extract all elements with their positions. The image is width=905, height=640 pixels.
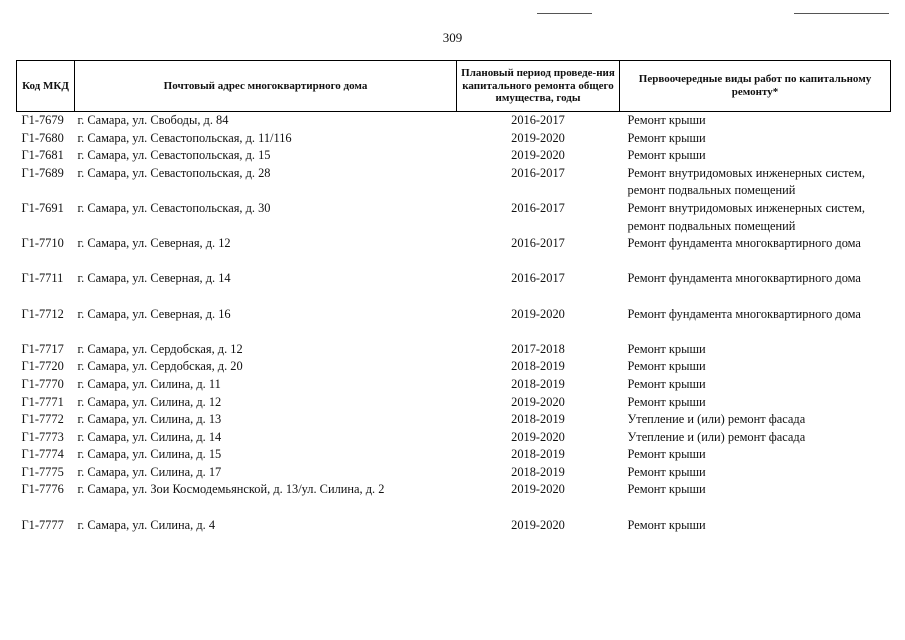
column-header-code: Код МКД [17,61,75,112]
cell-period: 2016-2017 [511,165,565,180]
cell-code: Г1-7720 [21,359,64,374]
cell-code: Г1-7710 [21,236,64,251]
cell-code: Г1-7770 [21,376,64,391]
cell-code: Г1-7711 [21,271,64,286]
cell-address: г. Самара, ул. Свободы, д. 84 [77,113,229,127]
cell-period: 2018-2019 [511,359,565,374]
cell-address: г. Самара, ул. Северная, д. 12 [77,236,231,251]
cell-period: 2018-2019 [511,464,565,479]
table-row [17,358,891,376]
cell-code: Г1-7717 [21,341,64,356]
cell-works: Ремонт крыши [627,148,706,163]
table-row [17,270,891,305]
cell-works: Ремонт крыши [627,341,706,356]
table-row [17,112,891,130]
cell-code: Г1-7679 [21,113,64,127]
table-row [17,481,891,516]
cell-address: г. Самара, ул. Севастопольская, д. 15 [77,148,271,163]
cell-period: 2019-2020 [511,130,565,145]
cell-code: Г1-7691 [21,200,64,215]
cell-code: Г1-7712 [21,306,64,321]
table-body [17,112,891,535]
cell-period: 2018-2019 [511,376,565,391]
cell-address: г. Самара, ул. Севастопольская, д. 30 [77,200,271,215]
cell-works: Ремонт крыши [627,464,706,479]
cell-period: 2019-2020 [511,482,565,497]
cell-works: Ремонт крыши [627,394,706,409]
table-row [17,200,891,235]
cell-period: 2016-2017 [511,271,565,286]
cell-works: Ремонт внутридомовых инженерных систем, ремонт подвальных помещений [627,200,865,233]
cell-address: г. Самара, ул. Силина, д. 12 [77,394,222,409]
table-row [17,517,891,535]
capital-repair-table [16,60,891,534]
cell-address: г. Самара, ул. Севастопольская, д. 28 [77,165,271,180]
cell-works: Ремонт внутридомовых инженерных систем, ремонт подвальных помещений [627,165,865,198]
column-header-works: Первоочередные виды работ по капитальному ремонту* [620,61,891,112]
cell-works: Ремонт фундамента многоквартирного дома [627,271,861,286]
scan-artifact-line [794,13,889,14]
cell-address: г. Самара, ул. Северная, д. 16 [77,306,231,321]
cell-code: Г1-7771 [21,394,64,409]
cell-address: г. Самара, ул. Сердобская, д. 20 [77,359,243,374]
cell-period: 2017-2018 [511,341,565,356]
cell-period: 2019-2020 [511,148,565,163]
column-header-period: Плановый период проведе-ния капитального ремонта общего имущества, годы [457,61,620,112]
cell-code: Г1-7776 [21,482,64,497]
cell-address: г. Самара, ул. Силина, д. 13 [77,412,222,427]
cell-address: г. Самара, ул. Силина, д. 14 [77,429,222,444]
cell-works: Ремонт фундамента многоквартирного дома [627,306,861,321]
cell-period: 2016-2017 [511,236,565,251]
cell-period: 2016-2017 [511,113,565,127]
table-row [17,376,891,394]
cell-works: Ремонт крыши [627,130,706,145]
cell-period: 2019-2020 [511,429,565,444]
scan-artifact-line [537,13,592,14]
table-row [17,394,891,412]
table-row [17,235,891,270]
table-row [17,411,891,429]
cell-address: г. Самара, ул. Силина, д. 15 [77,447,222,462]
table-row [17,446,891,464]
cell-works: Ремонт крыши [627,113,706,127]
cell-works: Ремонт крыши [627,376,706,391]
cell-address: г. Самара, ул. Северная, д. 14 [77,271,231,286]
cell-period: 2019-2020 [511,306,565,321]
table-header-row [17,61,891,112]
cell-period: 2016-2017 [511,200,565,215]
table-row [17,165,891,200]
cell-address: г. Самара, ул. Севастопольская, д. 11/116 [77,130,292,145]
cell-works: Утепление и (или) ремонт фасада [627,429,806,444]
column-header-address: Почтовый адрес многоквартирного дома [75,61,457,112]
cell-works: Ремонт крыши [627,447,706,462]
cell-period: 2019-2020 [511,394,565,409]
cell-works: Ремонт крыши [627,517,706,532]
cell-period: 2018-2019 [511,412,565,427]
cell-address: г. Самара, ул. Силина, д. 11 [77,376,221,391]
table-row [17,341,891,359]
table-row [17,464,891,482]
cell-address: г. Самара, ул. Силина, д. 4 [77,517,216,532]
cell-code: Г1-7681 [21,148,64,163]
cell-period: 2019-2020 [511,517,565,532]
cell-code: Г1-7775 [21,464,64,479]
cell-works: Ремонт фундамента многоквартирного дома [627,236,861,251]
cell-code: Г1-7689 [21,165,64,180]
cell-works: Ремонт крыши [627,359,706,374]
cell-works: Ремонт крыши [627,482,706,497]
cell-code: Г1-7774 [21,447,64,462]
cell-code: Г1-7680 [21,130,64,145]
cell-works: Утепление и (или) ремонт фасада [627,412,806,427]
table-row [17,429,891,447]
cell-period: 2018-2019 [511,447,565,462]
cell-address: г. Самара, ул. Зои Космодемьянской, д. 13/ул. Силина, д. 2 [77,482,385,497]
table-row [17,147,891,165]
cell-code: Г1-7772 [21,412,64,427]
page-number: 309 [442,30,463,45]
cell-address: г. Самара, ул. Силина, д. 17 [77,464,222,479]
cell-address: г. Самара, ул. Сердобская, д. 12 [77,341,243,356]
cell-code: Г1-7773 [21,429,64,444]
cell-code: Г1-7777 [21,517,64,532]
table-row [17,306,891,341]
table-row [17,130,891,148]
